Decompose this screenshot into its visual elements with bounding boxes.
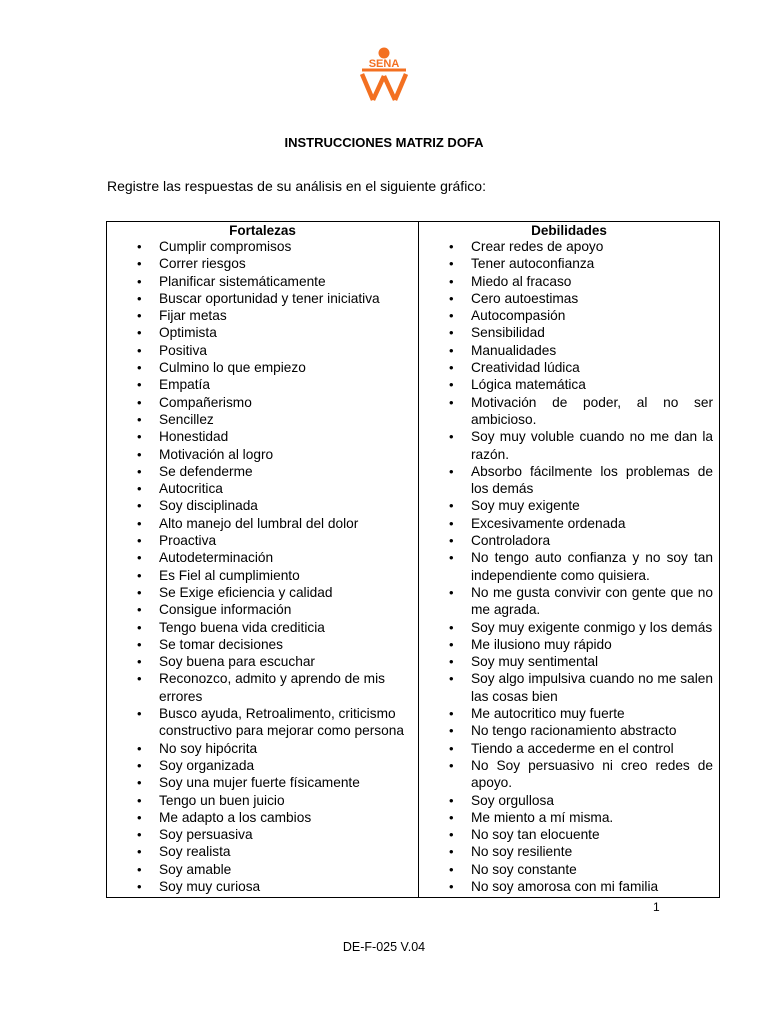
list-item: • Me adapto a los cambios [107, 809, 418, 826]
list-item: • Se defenderme [107, 463, 418, 480]
list-item: • Proactiva [107, 532, 418, 549]
list-item: • Positiva [107, 342, 418, 359]
list-item: • Autodeterminación [107, 549, 418, 566]
list-item: • Correr riesgos [107, 255, 418, 272]
list-item: • Honestidad [107, 428, 418, 445]
list-item: • Soy buena para escuchar [107, 653, 418, 670]
list-item: • Motivación al logro [107, 446, 418, 463]
list-item: • No soy constante [419, 861, 719, 878]
dofa-matrix [106, 221, 720, 898]
list-item: • Sensibilidad [419, 324, 719, 341]
list-item: • Soy muy sentimental [419, 653, 719, 670]
list-item: • Absorbo fácilmente los problemas de los demás [419, 463, 719, 498]
strengths-list [107, 238, 418, 895]
list-item: • Soy una mujer fuerte físicamente [107, 774, 418, 791]
list-item: • Se Exige eficiencia y calidad [107, 584, 418, 601]
list-item: • Planificar sistemáticamente [107, 273, 418, 290]
sena-logo-graphic [356, 46, 412, 104]
logo-text: SENA [368, 58, 400, 70]
weaknesses-list [419, 238, 719, 895]
list-item: • Creatividad lúdica [419, 359, 719, 376]
list-item: • Buscar oportunidad y tener iniciativa [107, 290, 418, 307]
list-item: • Soy muy exigente [419, 497, 719, 514]
list-item: • Tiendo a accederme en el control [419, 740, 719, 757]
list-item: • Cumplir compromisos [107, 238, 418, 255]
list-item: • No soy amorosa con mi familia [419, 878, 719, 895]
list-item: • No soy hipócrita [107, 740, 418, 757]
page-number: 1 [653, 900, 660, 914]
list-item: • Tener autoconfianza [419, 255, 719, 272]
list-item: • Soy persuasiva [107, 826, 418, 843]
strengths-column [107, 222, 419, 897]
list-item: • No soy resiliente [419, 843, 719, 860]
footer-code: DE-F-025 V.04 [342, 940, 426, 954]
list-item: • Consigue información [107, 601, 418, 618]
weaknesses-column [419, 222, 719, 897]
intro-text: Registre las respuestas de su análisis en el siguiente gráfico: [107, 178, 486, 194]
list-item: • No me gusta convivir con gente que no me agrada. [419, 584, 719, 619]
list-item: • Cero autoestimas [419, 290, 719, 307]
list-item: • Autocritica [107, 480, 418, 497]
list-item: • No soy tan elocuente [419, 826, 719, 843]
list-item: • Me miento a mí misma. [419, 809, 719, 826]
list-item: • Motivación de poder, al no ser ambicioso. [419, 394, 719, 429]
list-item: • Se tomar decisiones [107, 636, 418, 653]
list-item: • Soy muy curiosa [107, 878, 418, 895]
list-item: • Controladora [419, 532, 719, 549]
list-item: • Me autocritico muy fuerte [419, 705, 719, 722]
list-item: • Manualidades [419, 342, 719, 359]
list-item: • Soy amable [107, 861, 418, 878]
list-item: • Soy algo impulsiva cuando no me salen las cosas bien [419, 670, 719, 705]
list-item: • Tengo buena vida crediticia [107, 619, 418, 636]
weaknesses-heading: Debilidades [531, 223, 607, 238]
list-item: • No tengo auto confianza y no soy tan independiente como quisiera. [419, 549, 719, 584]
list-item: • Excesivamente ordenada [419, 515, 719, 532]
strengths-heading: Fortalezas [229, 223, 296, 238]
list-item: • Compañerismo [107, 394, 418, 411]
list-item: • Es Fiel al cumplimiento [107, 567, 418, 584]
list-item: • No tengo racionamiento abstracto [419, 722, 719, 739]
list-item: • Busco ayuda, Retroalimento, criticismo constructivo para mejorar como persona [107, 705, 418, 740]
list-item: • Miedo al fracaso [419, 273, 719, 290]
list-item: • Fijar metas [107, 307, 418, 324]
list-item: • Tengo un buen juicio [107, 792, 418, 809]
list-item: • Reconozco, admito y aprendo de mis errores [107, 670, 418, 705]
list-item: • Sencillez [107, 411, 418, 428]
list-item: • Lógica matemática [419, 376, 719, 393]
list-item: • Me ilusiono muy rápido [419, 636, 719, 653]
list-item: • Soy disciplinada [107, 497, 418, 514]
sena-logo [356, 46, 412, 104]
list-item: • Alto manejo del lumbral del dolor [107, 515, 418, 532]
list-item: • Soy muy voluble cuando no me dan la razón. [419, 428, 719, 463]
list-item: • Empatía [107, 376, 418, 393]
list-item: • Soy muy exigente conmigo y los demás [419, 619, 719, 636]
list-item: • Soy realista [107, 843, 418, 860]
list-item: • Soy orgullosa [419, 792, 719, 809]
list-item: • Culmino lo que empiezo [107, 359, 418, 376]
list-item: • Soy organizada [107, 757, 418, 774]
page-title: INSTRUCCIONES MATRIZ DOFA [284, 135, 484, 150]
list-item: • Crear redes de apoyo [419, 238, 719, 255]
list-item: • No Soy persuasivo ni creo redes de apoyo. [419, 757, 719, 792]
list-item: • Autocompasión [419, 307, 719, 324]
list-item: • Optimista [107, 324, 418, 341]
